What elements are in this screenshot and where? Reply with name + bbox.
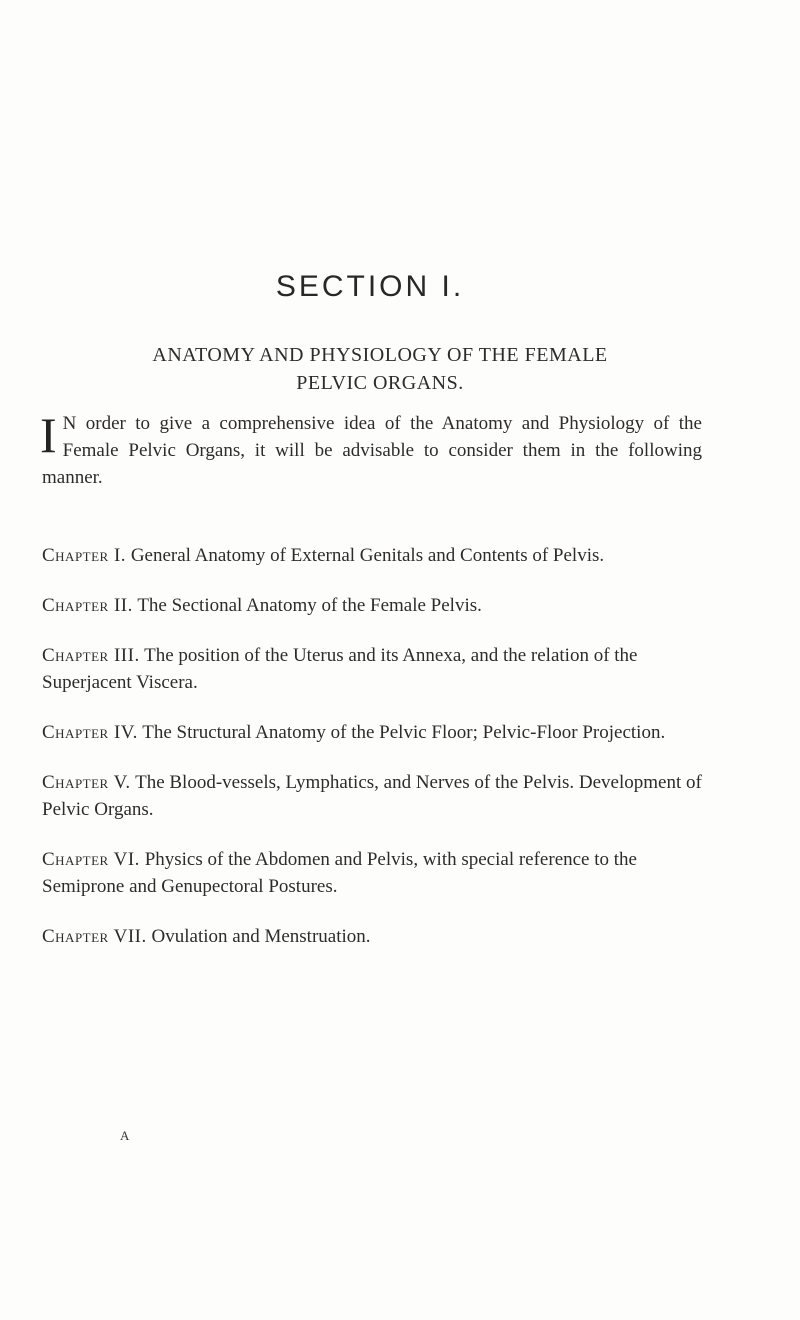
chapter-entry xyxy=(42,846,708,900)
chapter-label: Chapter VII. xyxy=(42,926,147,947)
intro-text: N order to give a comprehensive idea of the Anatomy and Physiology of the Female Pelvic Organs, it will be advisable to consider them in the following manner. xyxy=(42,413,702,488)
chapter-text: Ovulation and Menstruation. xyxy=(151,926,371,947)
chapter-label: Chapter IV. xyxy=(42,722,138,743)
drop-cap: I xyxy=(40,407,57,463)
chapter-entry xyxy=(42,769,708,823)
chapter-entry xyxy=(42,923,708,950)
section-subtitle xyxy=(60,341,700,397)
chapter-entry xyxy=(42,592,708,619)
subtitle-line-1: ANATOMY AND PHYSIOLOGY OF THE FEMALE xyxy=(152,344,608,366)
chapter-text: The Structural Anatomy of the Pelvic Floor; Pelvic-Floor Projection. xyxy=(142,722,666,743)
chapter-text: The Blood-vessels, Lymphatics, and Nerves of the Pelvis. Development of Pelvic Organs. xyxy=(42,772,702,820)
chapter-entry xyxy=(42,542,708,569)
intro-paragraph xyxy=(40,407,702,491)
chapter-text: General Anatomy of External Genitals and Contents of Pelvis. xyxy=(130,545,605,566)
signature-mark: A xyxy=(120,1128,130,1143)
chapter-entry xyxy=(42,719,708,746)
chapter-text: The Sectional Anatomy of the Female Pelvis. xyxy=(137,595,482,616)
chapter-label: Chapter II. xyxy=(42,595,133,616)
section-title: SECTION I. xyxy=(275,270,465,303)
chapter-list xyxy=(42,542,708,973)
chapter-entry xyxy=(42,642,708,696)
subtitle-line-2: PELVIC ORGANS. xyxy=(296,372,464,394)
chapter-label: Chapter III. xyxy=(42,645,140,666)
chapter-label: Chapter V. xyxy=(42,772,131,793)
chapter-label: Chapter VI. xyxy=(42,849,140,870)
chapter-text: The position of the Uterus and its Annexa, and the relation of the Superjacent Viscera. xyxy=(42,645,638,693)
chapter-text: Physics of the Abdomen and Pelvis, with special reference to the Semiprone and Genupectoral Postures. xyxy=(42,849,637,897)
chapter-label: Chapter I. xyxy=(42,545,127,566)
